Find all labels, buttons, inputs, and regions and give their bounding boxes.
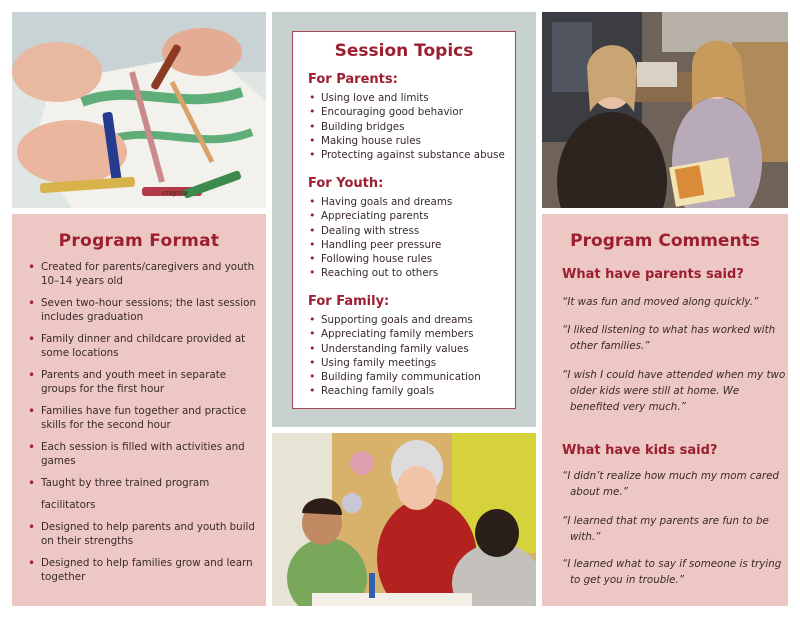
topic-item: • Understanding family values — [308, 342, 513, 356]
family-topic-list — [308, 313, 513, 399]
photo-hands-crayons — [12, 12, 266, 208]
format-item: • Family dinner and childcare provided at some locations — [26, 332, 260, 360]
format-item: • Seven two-hour sessions; the last session includes graduation — [26, 296, 260, 324]
youth-heading: For Youth: — [308, 176, 384, 191]
topic-item: • Using love and limits — [308, 91, 513, 105]
parent-quote: “I wish I could have attended when my two older kids were still at home. We benefited very much.” — [562, 369, 786, 413]
photo-teacher-kids — [272, 433, 536, 606]
family-heading: For Family: — [308, 294, 390, 309]
format-item: • Created for parents/caregivers and youth 10–14 years old — [26, 260, 260, 288]
program-comments-panel — [542, 214, 788, 606]
topic-item: • Having goals and dreams — [308, 195, 513, 209]
format-item: • Designed to help parents and youth build on their strengths — [26, 520, 260, 548]
topic-item: • Encouraging good behavior — [308, 105, 513, 119]
parents-said-heading: What have parents said? — [562, 267, 744, 282]
topic-item: • Protecting against substance abuse — [308, 148, 513, 162]
format-item: • Parents and youth meet in separate groups for the first hour — [26, 368, 260, 396]
topic-item: • Appreciating parents — [308, 209, 513, 223]
session-topics-panel — [272, 12, 536, 427]
format-item: • Families have fun together and practice skills for the second hour — [26, 404, 260, 432]
youth-topic-list — [308, 195, 513, 281]
parent-quote: “It was fun and moved along quickly.” — [562, 296, 759, 308]
topic-item: • Dealing with stress — [308, 224, 513, 238]
parents-topic-list — [308, 91, 513, 162]
program-format-panel — [12, 214, 266, 606]
topic-item: • Following house rules — [308, 252, 513, 266]
session-topics-title: Session Topics — [334, 41, 474, 61]
topic-item: • Reaching out to others — [308, 266, 513, 280]
topic-item: • Building family communication — [308, 370, 513, 384]
topic-item: • Reaching family goals — [308, 384, 513, 398]
topic-item: • Handling peer pressure — [308, 238, 513, 252]
crayon-label: crayola — [162, 189, 188, 197]
parents-heading: For Parents: — [308, 72, 398, 87]
topic-item: • Building bridges — [308, 120, 513, 134]
photo-two-women — [542, 12, 788, 208]
program-comments-title: Program Comments — [570, 231, 760, 251]
format-item: • Designed to help families grow and learn together — [26, 556, 260, 584]
topic-item: • Making house rules — [308, 134, 513, 148]
kids-said-heading: What have kids said? — [562, 443, 718, 458]
format-item-continued: facilitators — [41, 499, 96, 511]
topic-item: • Appreciating family members — [308, 327, 513, 341]
program-format-title: Program Format — [58, 231, 220, 251]
program-format-list — [26, 260, 260, 584]
kid-quote: “I didn’t realize how much my mom cared about me.” — [562, 470, 779, 498]
format-item: • Taught by three trained program — [26, 476, 260, 490]
kid-quote: “I learned what to say if someone is trying to get you in trouble.” — [562, 558, 782, 586]
parent-quote: “I liked listening to what has worked with other families.” — [562, 324, 776, 352]
session-topics-box — [292, 31, 516, 409]
topic-item: • Supporting goals and dreams — [308, 313, 513, 327]
topic-item: • Using family meetings — [308, 356, 513, 370]
kid-quote: “I learned that my parents are fun to be with.” — [562, 515, 769, 543]
format-item: • Each session is filled with activities and games — [26, 440, 260, 468]
